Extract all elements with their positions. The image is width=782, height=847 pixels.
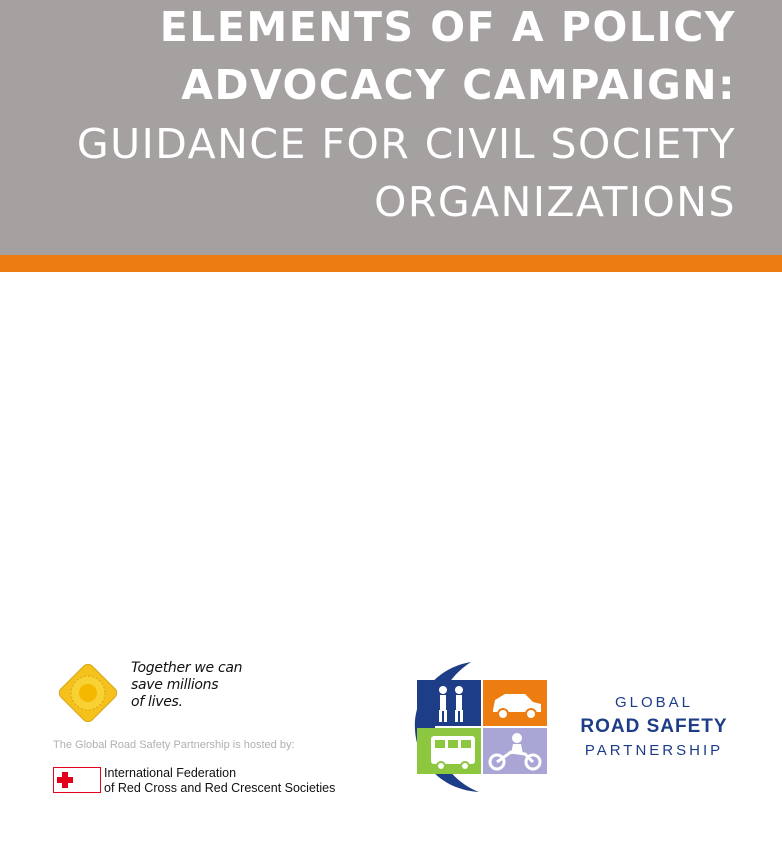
title-line-2: ADVOCACY CAMPAIGN: bbox=[181, 61, 736, 109]
grsp-wordmark-road-safety: ROAD SAFETY bbox=[580, 716, 728, 737]
cover-header bbox=[0, 0, 782, 255]
host-organization-name bbox=[104, 766, 335, 796]
tagline-line-3: of lives. bbox=[131, 694, 183, 710]
tagline bbox=[131, 660, 242, 711]
title-line-1: ELEMENTS OF A POLICY bbox=[159, 3, 736, 51]
tagline-line-1: Together we can bbox=[131, 660, 243, 676]
ifrc-logo-icon bbox=[53, 767, 101, 793]
host-organization-line-1: International Federation bbox=[104, 766, 237, 780]
grsp-wordmark-global: GLOBAL bbox=[614, 694, 694, 711]
host-organization-line-2: of Red Cross and Red Crescent Societies bbox=[104, 781, 336, 795]
subtitle-line-2: ORGANIZATIONS bbox=[374, 178, 736, 226]
grsp-wordmark-partnership: PARTNERSHIP bbox=[584, 742, 724, 759]
decade-of-action-badge-icon bbox=[52, 657, 124, 729]
hosted-by-text: The Global Road Safety Partnership is hosted by: bbox=[53, 739, 295, 751]
document-subtitle bbox=[77, 115, 736, 231]
grsp-logo-icon bbox=[413, 660, 550, 794]
tagline-line-2: save millions bbox=[131, 677, 219, 693]
document-title bbox=[160, 0, 736, 114]
subtitle-line-1: GUIDANCE FOR CIVIL SOCIETY bbox=[76, 120, 736, 168]
accent-divider bbox=[0, 255, 782, 272]
